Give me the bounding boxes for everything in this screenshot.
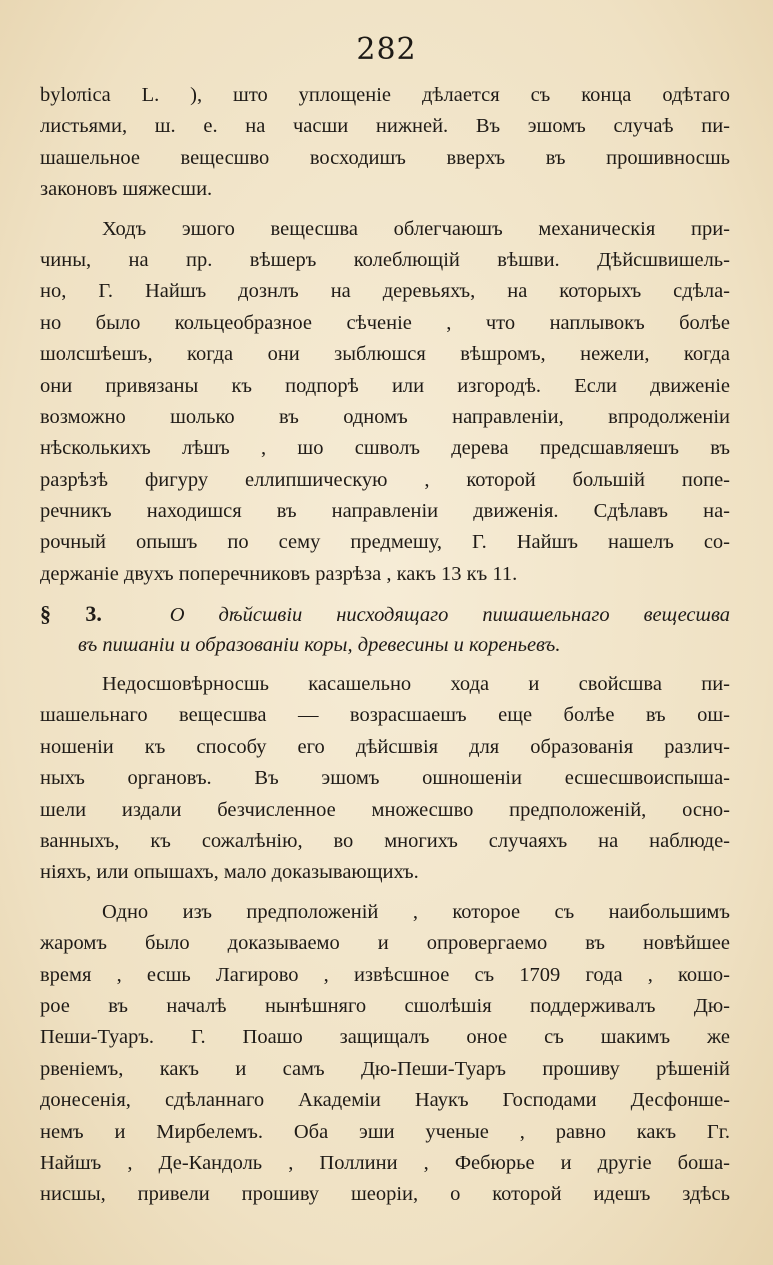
text-line: Недосшовѣрносшь касашельно хода и свойсшва пи- [102,673,730,696]
text-line: Пеши-Туаръ. Г. Поашо защищалъ оное съ шакимъ же [40,1026,730,1049]
text-line: но было кольцеобразное сѣченiе , что наплывокъ болѣе [40,311,730,334]
text-line: нисшы, привели прошиву шеорiи, о которой идешъ здѣсь [40,1183,730,1206]
text-line: рочный опышъ по сему предмешу, Г. Найшъ нашелъ со- [40,531,730,554]
text-line: рое въ началѣ нынѣшняго сшолѣшiя поддерживалъ Дю- [40,994,730,1017]
text-line: чины, на пр. вѣшеръ колеблющiй вѣшви. Дѣйсшвишель- [40,248,730,271]
text-line: держанiе двухъ поперечниковъ разрѣза , какъ 13 къ 11. [40,562,518,585]
text-line: разрѣзѣ фигуру еллипшическую , которой большiй попе- [40,468,730,491]
text-line: речникъ находишся въ направленiи движенiя. Сдѣлавъ на- [40,500,730,523]
text-line: ношенiи къ способу его дѣйсшвiя для образованiя различ- [40,735,730,758]
text-line: но, Г. Найшъ дознлъ на деревьяхъ, на которыхъ сдѣла- [40,280,730,303]
text-line: донесенiя, сдѣланнаго Академiи Наукъ Господами Десфонше- [40,1089,730,1112]
text-line: немъ и Мирбелемъ. Оба эши ученые , равно какъ Гг. [40,1120,730,1143]
paragraph [40,897,730,1211]
paragraph [40,669,730,889]
text-line: byloπica L. ), што уплощенiе дѣлается съ конца одѣтаго [40,84,730,106]
heading-line: въ пишанiи и образованiи коры, древесины и кореньевъ. [78,633,561,656]
text-line: шели издали безчисленное множесшво предположенiй, осно- [40,798,730,821]
paragraph [40,214,730,591]
text-line: шашельное вещесшво восходишъ вверхъ въ прошивносшь [40,146,730,169]
text-line: Найшъ , Де-Кандоль , Поллини , Фебюрье и другiе боша- [40,1151,730,1174]
text-line: листьями, ш. е. на часши нижней. Въ эшомъ случаѣ пи- [40,115,730,138]
page-number: 282 [356,32,417,67]
text-line: рвенiемъ, какъ и самъ Дю-Пеши-Туаръ прошиву рѣшенiй [40,1057,730,1080]
text-line: Ходъ эшого вещесшва облегчаюшъ механическiя при- [102,217,730,240]
text-line: ванныхъ, къ сожалѣнiю, во многихъ случаяхъ на наблюде- [40,829,730,852]
text-line: шашельнаго вещесшва — возрасшаешъ еще болѣе въ ош- [40,704,730,727]
text-line: они привязаны къ подпорѣ или изгородѣ. Если движенiе [40,374,730,397]
section-mark: § 3. [40,601,102,627]
text-line: возможно шолько въ одномъ направленiи, впродолженiи [40,405,730,428]
text-line: Одно изъ предположенiй , которое съ наибольшимъ [102,900,730,923]
text-line: время , есшь Лагирово , извѣсшное съ 1709 года , кошо- [40,963,730,986]
paragraph [40,80,730,206]
text-line: жаромъ было доказываемо и опровергаемо въ новѣйшее [40,932,730,955]
heading-text: О дѣйсшвiи нисходящаго пишашельнаго вещесшва [169,604,730,627]
section-heading [40,598,730,661]
page-text [40,80,730,1211]
text-line: законовъ шяжесши. [40,178,213,201]
text-line: ныхъ органовъ. Въ эшомъ ошношенiи есшесшвоиспыша- [40,767,730,790]
text-line: нѣсколькихъ лѣшъ , шо сшволъ дерева предсшавляешъ въ [40,437,730,460]
heading-line [40,598,730,629]
text-line: шолсшѣешъ, когда они зыблюшся вѣшромъ, нежели, когда [40,343,730,366]
text-line: нiяхъ, или опышахъ, мало доказывающихъ. [40,861,419,884]
